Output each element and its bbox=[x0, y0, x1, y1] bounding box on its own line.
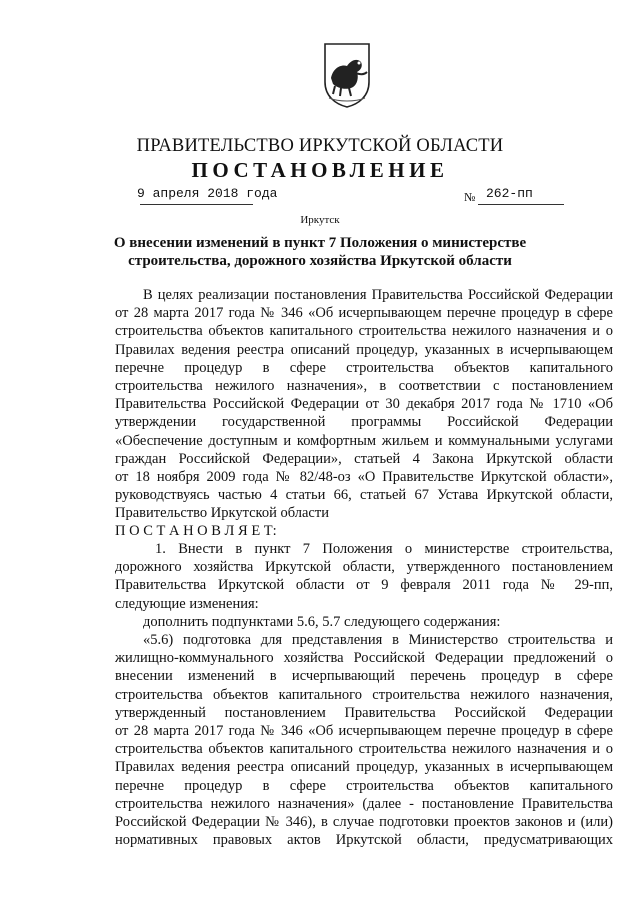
document-heading bbox=[0, 234, 640, 270]
city-name: Иркутск bbox=[300, 214, 340, 226]
document-number: 262-пп bbox=[486, 186, 533, 201]
text-line: от 28 марта 2017 года № 346 «Об исчерпывающем перечне процедур в сфере bbox=[115, 723, 613, 740]
subitem-5-6-paragraph bbox=[115, 631, 613, 849]
text-line: «5.6) подготовка для представления в Министерство строительства и bbox=[143, 632, 613, 648]
resolves-heading bbox=[115, 522, 613, 540]
text-line: 1. Внести в пункт 7 Положения о министерстве строительства, bbox=[155, 541, 613, 557]
text-line: дорожного хозяйства Иркутской области, утвержденного постановлением bbox=[115, 559, 613, 576]
document-type-title: ПОСТАНОВЛЕНИЕ bbox=[191, 158, 449, 182]
heading-line: строительства, дорожного хозяйства Иркутской области bbox=[128, 253, 512, 269]
text-line: руководствуясь частью 4 статьи 66, статьей 67 Устава Иркутской области, bbox=[115, 487, 613, 504]
text-line: перечне процедур в сфере строительства объектов капитального bbox=[115, 359, 613, 376]
item-1-paragraph bbox=[115, 540, 613, 613]
text-line: нормативных правовых актов Иркутской области, предусматривающих bbox=[115, 832, 613, 849]
text-line: Правительство Иркутской области bbox=[115, 505, 329, 522]
text-line: строительства объектов капитального строительства нежилого назначения и о bbox=[115, 741, 613, 758]
text-line: утверждении государственной программы Российской Федерации bbox=[115, 414, 613, 431]
text-line: Правительства Российской Федерации от 30 декабря 2017 года № 1710 «Об bbox=[115, 396, 613, 413]
text-line: утвержденный постановлением Правительства Российской Федерации bbox=[115, 704, 613, 721]
text-line: дополнить подпунктами 5.6, 5.7 следующего содержания: bbox=[143, 614, 501, 630]
text-line: от 28 марта 2017 года № 346 «Об исчерпывающем перечне процедур в сфере bbox=[115, 305, 613, 322]
text-line: следующие изменения: bbox=[115, 595, 259, 612]
resolves-text: П О С Т А Н О В Л Я Е Т: bbox=[115, 523, 277, 539]
text-line: строительства нежилого назначения» (далее - постановление Правительства bbox=[115, 795, 613, 812]
document-date: 9 апреля 2018 года bbox=[137, 186, 278, 201]
text-line: Правилах ведения реестра описаний процедур, указанных в исчерпывающем bbox=[115, 759, 613, 776]
text-line: от 18 ноября 2009 года № 82/48-оз «О Правительстве Иркутской области», bbox=[115, 469, 613, 486]
text-line: В целях реализации постановления Правительства Российской Федерации bbox=[143, 287, 613, 303]
government-name: ПРАВИТЕЛЬСТВО ИРКУТСКОЙ ОБЛАСТИ bbox=[136, 136, 504, 156]
text-line: Правительства Иркутской области от 9 февраля 2011 года № 29-пп, bbox=[115, 577, 613, 594]
text-line: Правилах ведения реестра описаний процедур, указанных в исчерпывающем bbox=[115, 341, 613, 358]
text-line: Российской Федерации № 346), в случае подготовки проектов законов и (или) bbox=[115, 814, 613, 831]
number-underline bbox=[478, 204, 564, 205]
text-line: перечне процедур в сфере строительства объектов капитального bbox=[115, 777, 613, 794]
number-sign: № bbox=[464, 190, 476, 204]
text-line: строительства объектов капитального строительства нежилого назначения, bbox=[115, 686, 613, 703]
heading-line: О внесении изменений в пункт 7 Положения о министерстве bbox=[113, 235, 527, 251]
text-line: строительства объектов капитального строительства нежилого назначения и о bbox=[115, 323, 613, 340]
irkutsk-coat-of-arms-emblem bbox=[323, 42, 371, 108]
date-underline bbox=[140, 204, 253, 205]
text-line: строительства нежилого назначения», в соответствии с постановлением bbox=[115, 378, 613, 395]
text-line: «Обеспечение доступным и комфортным жильем и коммунальными услугами bbox=[115, 432, 613, 449]
text-line: внесении изменений в исчерпывающий перечень процедур в сфере bbox=[115, 668, 613, 685]
preamble-paragraph bbox=[115, 286, 613, 523]
add-subitems-line bbox=[115, 613, 613, 631]
text-line: жилищно-коммунального хозяйства Российской Федерации предложений о bbox=[115, 650, 613, 667]
text-line: граждан Российской Федерации», статьей 4 Закона Иркутской области bbox=[115, 450, 613, 467]
